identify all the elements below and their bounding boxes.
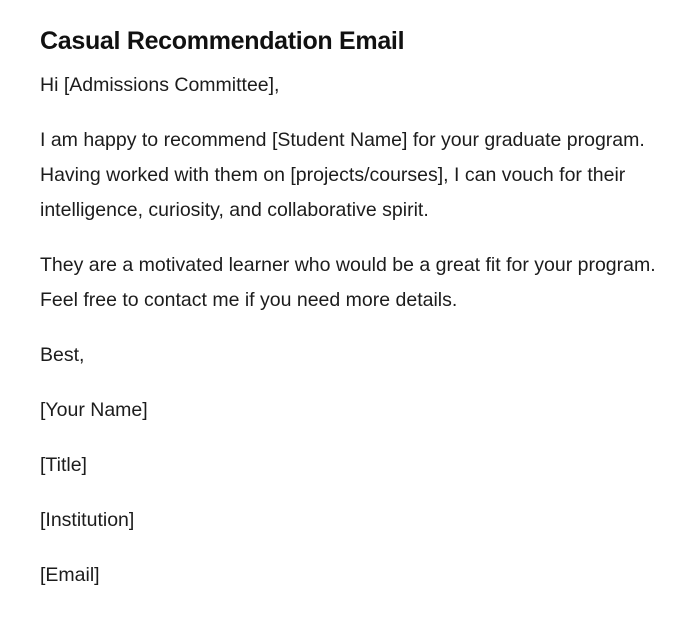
signature-institution: [Institution] [40, 509, 135, 531]
email-closing: Best, [40, 344, 85, 366]
page-title: Casual Recommendation Email [40, 27, 405, 55]
signature-email: [Email] [40, 564, 100, 586]
email-body-paragraph-1: I am happy to recommend [Student Name] for your graduate program. Having worked with them on [projects/courses], I can vouch for their intelligence, curiosity, and collaborative spirit. [40, 129, 645, 221]
signature-title: [Title] [40, 454, 87, 476]
signature-name: [Your Name] [40, 399, 148, 421]
email-body-paragraph-2: They are a motivated learner who would be a great fit for your program. Feel free to contact me if you need more details. [40, 254, 656, 311]
email-template [40, 26, 660, 593]
email-greeting: Hi [Admissions Committee], [40, 74, 280, 96]
